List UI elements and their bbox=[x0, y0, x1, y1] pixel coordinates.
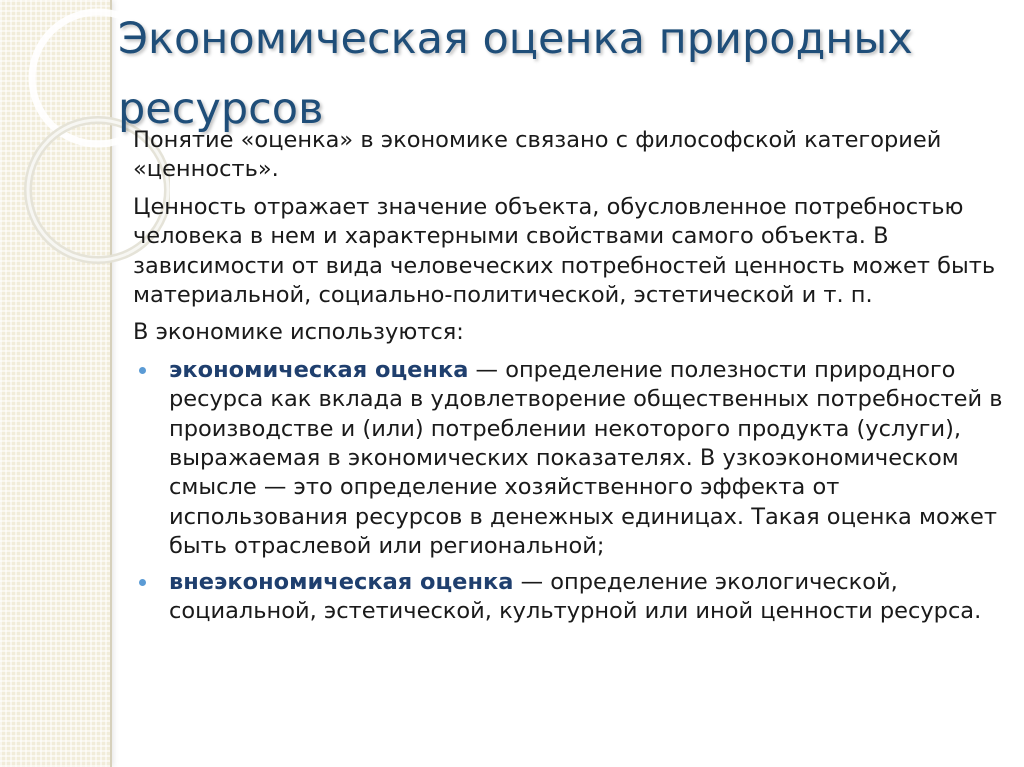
paragraph-intro: В экономике используются: bbox=[133, 319, 464, 346]
bullet-icon bbox=[139, 367, 146, 374]
list-item bbox=[133, 568, 1003, 627]
slide-title: Экономическая оценка природных ресурсов bbox=[118, 14, 913, 134]
term-economic: экономическая оценка bbox=[169, 356, 469, 383]
definition-economic: — определение полезности природного ресурса как вклада в удовлетворение общественных потребностей в производстве и (или) потреблении некоторого продукта (услуги), выражаемая в экономических показателях. В узкоэкономическом смысле — это определение хозяйственного эффекта от использования ресурсов в денежных единицах. Такая оценка может быть отраслевой или региональной; bbox=[169, 356, 1003, 560]
list-item bbox=[133, 356, 1003, 562]
term-noneconomic: внеэкономическая оценка bbox=[169, 568, 514, 595]
definition-noneconomic: — определение экологической, социальной, эстетической, культурной или иной ценности ресурса. bbox=[169, 568, 982, 625]
bullet-icon bbox=[139, 579, 146, 586]
paragraph-concept: Понятие «оценка» в экономике связано с философской категорией «ценность». bbox=[133, 127, 942, 183]
paragraph-value: Ценность отражает значение объекта, обусловленное потребностью человека в нем и характерными свойствами самого объекта. В зависимости от вида человеческих потребностей ценность может быть материальной, социально-политической, эстетической и т. п. bbox=[133, 193, 996, 309]
bullet-list bbox=[133, 356, 1003, 627]
slide-body bbox=[133, 126, 1003, 633]
